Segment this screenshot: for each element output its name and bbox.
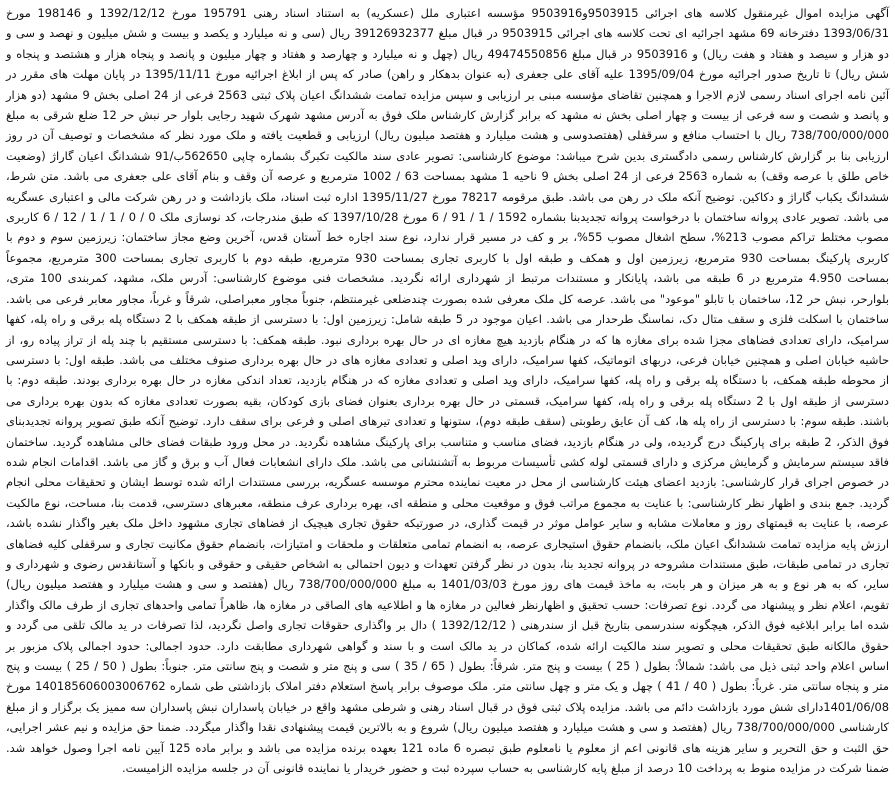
auction-notice-body: آگهی مزایده اموال غیرمنقول کلاسه های اجرائی 9503915و9503916 مؤسسه اعتباری ملل (عسکریه) به استناد اسناد رهنی 195791 مورخ 1392/12/12 و 198146 مورخ 1393/06/31 دفترخانه 69 مشهد اجرائیه ای تحت کلاسه های اجرائی 9503915 در قبال مبلغ 39126932377 ریال (سی و نه میلیارد و یکصد و بیست و شش میلیون و نهصد و سی و دو هزار و سیصد و هفتاد و هفت ریال) و 9503916 در قبال مبلغ 49474550856 ریال (چهل و نه میلیارد و چهارصد و هفتاد و چهار میلیون و پانصد و پنجاه هزار و هشتصد و پنجاه و شش ریال) تا تاریخ صدور اجرائیه مورخ 1395/09/04 علیه آقای علی جعفری (به عنوان بدهکار و راهن) صادر که پس از ابلاغ اجرائیه مورخ 1395/11/11 در پایان مهلت های مقرر در آئین نامه اجرای اسناد رسمی لازم الاجرا و همچنین تقاضای مؤسسه مبنی بر ارزیابی و سپس مزایده تمامت ششدانگ اعیان پلاک ثبتی 2563 فرعی از 24 اصلی بخش 9 مشهد (دو هزار و پانصد و شصت و سه فرعی از بیست و چهار اصلی بخش نه مشهد که برابر گزارش کارشناس ملک فوق به آدرس مشهد شهرک شهید رجایی بلوار حر نبش حر 12 ضلع شرقی به مبلغ 738/700/000/000 ریال با احتساب منافع و سرقفلی (هفتصدوسی و هشت میلیارد و هفتصد میلیون ریال) ارزیابی و قطعیت یافته و ملک مورد نظر که مشخصات و توصیف آن در روز ارزیابی بنا بر گزارش کارشناس رسمی دادگستری بدین شرح میباشد: موضوع کارشناسی: تصویر عادی سند مالکیت تکبرگ بشماره چاپی 562650ب/91 ششدانگ اعیان گاراژ (وضعیت خاص طلق با عرصه وقف) به شماره 2563 فرعی از 24 اصلی بخش 9 ناحیه 1 مشهد بمساحت 63 / 1002 مترمربع و عرصه آن وقف و بنام آقای علی جعفری می باشد. متن شرط، ششدانگ یکباب گاراژ و دکاکین. توضیح آنکه ملک در رهن می باشد. طبق مرقومه 78217 مورخ 1395/11/27 اداره ثبت اسناد، ملک بازداشت و در رهن شرکت مالی و اعتباری عسگریه می باشد. تصویر عادی پروانه ساختمان با درخواست پروانه تجدیدبنا بشماره 1592 / 1 / 91 / 6 مورخ 1397/10/28 که طبق مندرجات، کد نوسازی ملک 0 / 0 / 1 / 1 / 12 / 6 کاربری مصوب مختلط تراکم مصوب 213%، سطح اشغال مصوب 55%، بر و کف در مسیر قرار ندارد، نوع سند اجاره خط آستان قدس، آخرین وضع مجاز ساختمان: زیرزمین سوم و دوم با کاربری پارکینگ بمساحت 930 مترمربع، زیرزمین اول و همکف و طبقه اول با کاربری تجاری بمساحت 930 مترمربع، طبقه دوم با کاربری تجاری بمساحت 300 مترمربع، مجموعاً بمساحت 4.950 مترمربع در 6 طبقه می باشد، پایانکار و مستندات مرتبط از شهرداری ارائه نگردید. مشخصات فنی موضوع کارشناسی: آدرس ملک، مشهد، کمربندی 100 متری، بلوارحر، نبش حر 12، ساختمان با تابلو "موعود" می باشد. عرصه کل ملک معرفی شده بصورت چندضلعی غیرمنتظم، جنوباً مجاور معبراصلی، شرقاً و غرباً، مجاور معابر فرعی می باشد. ساختمان با اسکلت فلزی و سقف متال دک، نماسنگ طرحدار می باشد. اعیان موجود در 5 طبقه شامل: زیرزمین اول: با دسترسی از طبقه همکف با 2 دستگاه پله برقی و راه پله، کفها سرامیک، دارای تعدادی فضاهای مجزا شده برای مغازه ها که در هنگام بازدید هیچ مغازه ای در حال بهره برداری نبود. طبقه همکف: با دسترسی مستقیم با چند پله از تراز پیاده رو، از حاشیه خیابان اصلی و همچنین خیابان فرعی، دربهای اتوماتیک، کفها سرامیک، دارای وید اصلی و تعدادی مغازه های در حال بهره برداری صنوف مختلف می باشد. طبقه اول: با دسترسی از محوطه طبقه همکف، با دستگاه پله برقی و راه پله، کفها سرامیک، دارای وید اصلی و تعدادی مغازه که در هنگام بازدید، تعداد اندکی مغازه در حال بهره برداری بودند. طبقه دوم: با دسترسی از طبقه اول با 2 دستگاه پله برقی و راه پله، کفها سرامیک، قسمتی در حال بهره برداری بعنوان فضای بازی کودکان، بقیه بصورت تعدادی مغازه که بدون بهره برداری می باشند. طبقه سوم: با دسترسی از راه پله ها، کف آن عایق رطوبتی (سقف طبقه دوم)، ستونها و تعدادی تیرهای اصلی و فرعی برای سقف دارد. توضیح آنکه طبق تصویر پروانه تجدیدبنای فوق الذکر، 2 طبقه برای پارکینگ درج گردیده، ولی در هنگام بازدید، فضای مناسب و متناسب برای پارکینگ مشاهده نگردید. در محل ورود طبقات فضای خالی مشاهده گردید. ساختمان فاقد سیستم سرمایش و گرمایش مرکزی و دارای قسمتی لوله کشی تأسیسات مربوط به آتشنشانی می باشد. ملک دارای انشعابات فعال آب و برق و گاز می باشد. اقدامات انجام شده در خصوص اجرای قرار کارشناسی: بازدید اعضای هیئت کارشناسی از محل در معیت نماینده محترم موسسه عسگریه، بررسی مستندات ارائه شده توسط ایشان و تحقیقات محلی انجام گردید. جمع بندی و اظهار نظر کارشناسی: با عنایت به مجموع مراتب فوق و موقعیت محلی و منطقه ای، بهره برداری عرف منطقه، معبرهای دسترسی، قدمت بنا، مساحت، نوع مالکیت عرصه، با عنایت به قیمتهای روز و معاملات مشابه و سایر عوامل موثر در قیمت گذاری، در صورتیکه حقوق تجاری هیچیک از فضاهای تجاری مشهود داخل ملک بغیر واگذار نشده باشد، ارزش پایه مزایده تمامت ششدانگ اعیان ملک، بانضمام حقوق استیجاری عرصه، به انضمام تمامی متعلقات و ملحقات و امتیازات، بانضمام حقوق مکانیت تجاری و سرقفلی کلیه فضاهای تجاری در تمامی طبقات، طبق مستندات مشروحه در پروانه تجدید بنا، بدون در نظر گرفتن تعهدات و دیون احتمالی به اشخاص حقیقی و حقوقی و بانکها و آستانقدس رضوی و شهرداری و سایر، که به هر نوع و به هر میزان و هر بابت، به ماخذ قیمت های روز مورخ 1401/03/03 به مبلغ 738/700/000/000 ریال (هفتصد و سی و هشت میلیارد و هفتصد میلیون ریال) تقویم، اعلام نظر و پیشنهاد می گردد. نوع تصرفات: حسب تحقیق و اظهارنظر فعالین در مغازه ها و اطلاعیه های الصاقی در مغازه ها، ظاهراً تمامی واحدهای تجاری از طرف مالک واگذار شده اما برابر ابلاغیه فوق الذکر، هیچگونه سندرسمی بتاریخ قبل از سندرهنی ( 1392/12/12 ) دال بر واگذاری حقوقات تجاری واصل نگردید، لذا تصرفات در ید مالک تلقی می گردد و حقوق مالکانه طبق تحقیقات محلی و تصویر سند مالکیت ارائه شده، کماکان در ید مالک است و با سند و گواهی شهرداری مطابقت دارد. حدود اجمالی: حدود اجمالی پلاک مزبور بر اساس اعلام واحد ثبتی ذیل می باشد: شمالاً: بطول ( 25 ) بیست و پنج متر. شرقاً: بطول ( 65 / 35 ) سی و پنج متر و شصت و پنج سانتی متر. جنوباً: بطول ( 50 / 25 ) بیست و پنج متر و پنجاه سانتی متر. غرباً: بطول ( 40 / 41 ) چهل و یک متر و چهل سانتی متر. ملک موصوف برابر پاسخ استعلام دفتر املاک بازداشتی طی شماره 140185606003006762 مورخ 1401/06/08دارای شش مورد بازداشت دائم می باشد. مزایده پلاک ثبتی فوق در قبال اسناد رهنی و شرطی مشهد واقع در خیابان پاسداران نبش پاسداران سه ممیز یک برگزار و از مبلغ کارشناسی 738/700/000/000 ریال (هفتصد و سی و هشت میلیارد و هفتصد میلیون ریال) شروع و به بالاترین قیمت پیشنهادی نقدا واگذار میگردد. ضمنا حق مزایده و نیم عشر اجرایی، حق الثبت و حق التحریر و سایر هزینه های قانونی اعم از معلوم یا نامعلوم طبق تبصره 6 ماده 121 بعهده برنده مزایده می باشد و برابر ماده 125 آیین نامه اجرا وصول خواهد شد. ضمنا شرکت در مزایده منوط به پرداخت 10 درصد از مبلغ پایه کارشناسی به حساب سپرده ثبت و حضور خریدار یا نماینده قانونی آن در جلسه مزایده الزامیست. bbox=[6, 6, 890, 776]
